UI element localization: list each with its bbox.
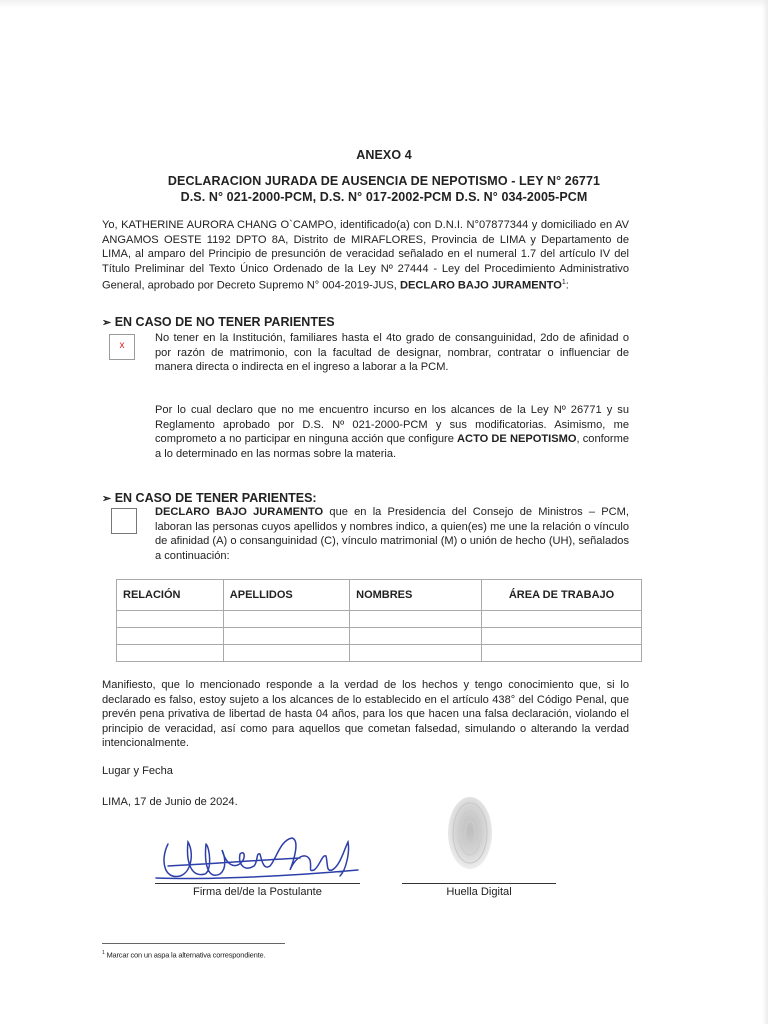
intro-text: Yo, KATHERINE AURORA CHANG O`CAMPO, identificado(a) con D.N.I. N°07877344 y domiciliado en AV ANGAMOS OESTE 1192 DPTO 8A, Distrito de MIRAFLORES, Provincia de LIMA y Departamento de LIMA, al amparo del Principio de presunción de veracidad señalado en el numeral 1.7 del artículo IV del Título Preliminar del Texto Único Ordenado de la Ley Nº 27444 - Ley del Procedimiento Administrativo General, aprobado por Decreto Supremo N° 004-2019-JUS,: [102, 219, 629, 292]
relatives-declare: DECLARO BAJO JURAMENTO: [155, 506, 324, 518]
bullet-arrow-icon: ➢: [102, 493, 112, 505]
no-relatives-paragraph-1: No tener en la Institución, familiares hasta el 4to grado de consanguinidad, 2do de afinidad o por razón de matrimonio, con la facultad de designar, nombrar, contratar o influenciar de manera directa o indirecta en el ingreso a laborar a la PCM.: [155, 332, 629, 373]
table-cell[interactable]: [350, 611, 482, 628]
section-no-relatives-title: EN CASO DE NO TENER PARIENTES: [114, 315, 335, 329]
no-relatives-paragraph-2-text: Por lo cual declaro que no me encuentro incurso en los alcances de la Ley Nº 26771 y su Reglamento aprobado por D.S. Nº 021-2000-PCM y sus modificatorias. Asimismo, me comprometo a no participar en ninguna acción que configure: [155, 404, 629, 445]
table-cell[interactable]: [223, 645, 349, 662]
table-cell[interactable]: [350, 645, 482, 662]
annex-label: ANEXO 4: [356, 148, 412, 162]
table-row: [117, 611, 642, 628]
no-relatives-paragraph-2-end: , conforme a lo determinado en las normas sobre la materia.: [155, 433, 629, 460]
no-relatives-paragraph-2: [155, 403, 629, 461]
header-relation: RELACIÓN: [117, 580, 224, 611]
table-cell[interactable]: [117, 628, 224, 645]
table-cell[interactable]: [117, 611, 224, 628]
relatives-checkbox[interactable]: [111, 508, 137, 534]
table-cell[interactable]: [482, 645, 642, 662]
intro-end: :: [565, 279, 569, 292]
relatives-table: [116, 579, 642, 662]
place-date-label: Lugar y Fecha: [102, 765, 173, 777]
nepotism-act-term: ACTO DE NEPOTISMO: [457, 433, 577, 445]
intro-declare: DECLARO BAJO JURAMENTO: [399, 279, 562, 292]
intro-paragraph: [102, 218, 629, 293]
fingerprint-label: Huella Digital: [446, 886, 512, 898]
footnote: [102, 950, 265, 960]
header-names: NOMBRES: [350, 580, 482, 611]
fingerprint-line: [402, 883, 556, 884]
fingerprint-image: [442, 793, 498, 877]
table-row: [117, 628, 642, 645]
table-cell[interactable]: [350, 628, 482, 645]
footnote-text: Marcar con un aspa la alternativa correspondiente.: [106, 950, 266, 960]
document-subtitle: D.S. N° 021-2000-PCM, D.S. N° 017-2002-PCM D.S. N° 034-2005-PCM: [180, 190, 588, 204]
document-title: DECLARACION JURADA DE AUSENCIA DE NEPOTISMO - LEY N° 26771: [167, 174, 601, 188]
relatives-text: que en la Presidencia del Consejo de Ministros – PCM, laboran las personas cuyos apellidos y nombres indico, a quien(es) me une la relación o vínculo de afinidad (A) o consanguinidad (C), vínculo matrimonial (M) o unión de hecho (UH), señalados a continuación:: [155, 506, 629, 562]
section-relatives-heading: [102, 491, 317, 505]
scan-edge-top: [0, 0, 768, 8]
table-cell[interactable]: [482, 628, 642, 645]
section-no-relatives-heading: [102, 315, 335, 329]
table-cell[interactable]: [117, 645, 224, 662]
table-cell[interactable]: [482, 611, 642, 628]
footnote-number: 1: [102, 950, 105, 956]
section-relatives-title: EN CASO DE TENER PARIENTES:: [114, 491, 317, 505]
manifest-paragraph: Manifiesto, que lo mencionado responde a la verdad de los hechos y tengo conocimiento que, si lo declarado es falso, estoy sujeto a los alcances de lo establecido en el artículo 438° del Código Penal, que prevén pena privativa de libertad de hasta 04 años, para los que hacen una falsa declaración, violando el principio de veracidad, así como para aquellos que cometan falsedad, simulando o alterando la verdad intencionalmente.: [102, 679, 629, 749]
bullet-arrow-icon: ➢: [102, 317, 112, 329]
table-cell[interactable]: [223, 628, 349, 645]
table-row: [117, 645, 642, 662]
footnote-separator: [102, 943, 285, 944]
relatives-paragraph: [155, 505, 629, 563]
signature-line: [155, 883, 360, 884]
signature-label: Firma del/de la Postulante: [193, 886, 322, 898]
table-header-row: [117, 580, 642, 611]
footnote-marker: 1: [561, 279, 566, 286]
table-cell[interactable]: [223, 611, 349, 628]
header-work-area: ÁREA DE TRABAJO: [482, 580, 642, 611]
header-surnames: APELLIDOS: [223, 580, 349, 611]
no-relatives-checkbox[interactable]: x: [109, 334, 135, 360]
place-date-value: LIMA, 17 de Junio de 2024.: [102, 796, 238, 808]
